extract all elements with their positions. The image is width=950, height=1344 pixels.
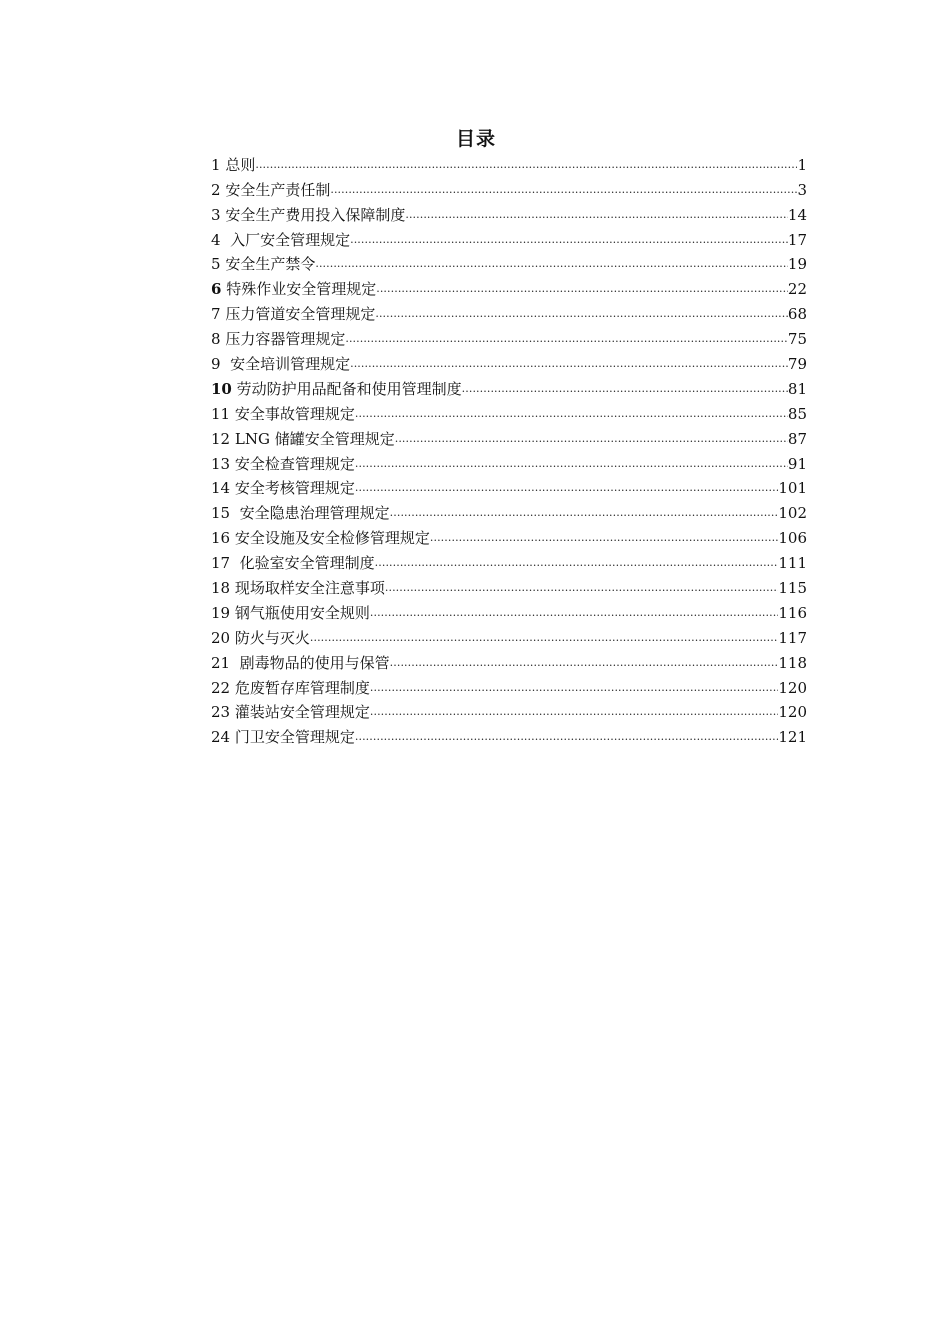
toc-page-number: 91 bbox=[787, 454, 807, 473]
toc-entry-label bbox=[211, 553, 375, 573]
toc-entry-number: 3 bbox=[211, 205, 221, 224]
toc-entry-number: 22 bbox=[211, 678, 231, 697]
toc-entry-text: 安全培训管理规定 bbox=[230, 355, 351, 374]
toc-dot-leader bbox=[355, 408, 788, 420]
toc-entry-label bbox=[211, 528, 430, 548]
toc-entry-spacer bbox=[221, 231, 231, 249]
toc-entry-label bbox=[211, 653, 390, 673]
toc-page-number: 116 bbox=[778, 603, 807, 622]
toc-entry[interactable] bbox=[211, 722, 807, 747]
toc-entry[interactable] bbox=[211, 498, 807, 523]
toc-dot-leader bbox=[315, 258, 788, 270]
toc-entry-text: 防火与灭火 bbox=[234, 628, 310, 647]
toc-entry-spacer bbox=[230, 654, 240, 672]
toc-entry-label bbox=[211, 155, 255, 175]
toc-dot-leader bbox=[370, 682, 778, 694]
table-of-contents bbox=[211, 150, 807, 747]
toc-entry-number: 9 bbox=[211, 355, 221, 374]
toc-entry-number: 4 bbox=[211, 230, 221, 249]
toc-entry-number: 10 bbox=[211, 379, 232, 398]
toc-entry-number: 19 bbox=[211, 603, 231, 622]
toc-dot-leader bbox=[355, 731, 778, 743]
toc-entry-label bbox=[211, 304, 375, 324]
toc-dot-leader bbox=[345, 333, 788, 345]
toc-entry[interactable] bbox=[211, 349, 807, 374]
toc-entry-label bbox=[211, 329, 345, 349]
toc-entry-label bbox=[211, 628, 310, 648]
toc-entry[interactable] bbox=[211, 150, 807, 175]
toc-entry-label bbox=[211, 205, 405, 225]
toc-dot-leader bbox=[375, 308, 788, 320]
toc-entry-label bbox=[211, 180, 330, 200]
toc-page-number: 85 bbox=[787, 404, 807, 423]
toc-page-number: 14 bbox=[787, 205, 807, 224]
toc-entry-text: 安全考核管理规定 bbox=[234, 479, 355, 498]
toc-entry-label bbox=[211, 230, 350, 250]
toc-entry[interactable] bbox=[211, 573, 807, 598]
toc-entry-label bbox=[211, 454, 355, 474]
toc-entry[interactable] bbox=[211, 474, 807, 499]
toc-entry-text: 危废暂存库管理制度 bbox=[234, 678, 370, 697]
toc-entry[interactable] bbox=[211, 673, 807, 698]
toc-entry[interactable] bbox=[211, 698, 807, 723]
toc-entry-label bbox=[211, 254, 315, 274]
toc-page-number: 120 bbox=[778, 703, 807, 722]
toc-dot-leader bbox=[430, 532, 778, 544]
toc-page-number: 120 bbox=[778, 678, 807, 697]
toc-page-number: 106 bbox=[778, 529, 807, 548]
toc-entry-text: 安全事故管理规定 bbox=[234, 404, 355, 423]
toc-page-number: 118 bbox=[778, 653, 807, 672]
toc-entry-text: 安全隐患治理管理规定 bbox=[239, 504, 390, 523]
toc-page-number: 79 bbox=[787, 355, 807, 374]
toc-entry-number: 17 bbox=[211, 554, 231, 573]
toc-dot-leader bbox=[355, 482, 778, 494]
toc-entry-label bbox=[211, 727, 355, 747]
toc-entry-label bbox=[211, 503, 390, 523]
toc-entry-text: 灌装站安全管理规定 bbox=[234, 703, 370, 722]
toc-entry-number: 16 bbox=[211, 529, 231, 548]
toc-page-number: 121 bbox=[778, 728, 807, 747]
toc-page-number: 3 bbox=[797, 180, 807, 199]
toc-entry[interactable] bbox=[211, 225, 807, 250]
toc-entry-text: 化验室安全管理制度 bbox=[239, 554, 375, 573]
toc-entry[interactable] bbox=[211, 548, 807, 573]
toc-entry-label bbox=[211, 678, 370, 698]
toc-entry[interactable] bbox=[211, 274, 807, 299]
toc-dot-leader bbox=[462, 383, 788, 395]
toc-entry[interactable] bbox=[211, 424, 807, 449]
toc-dot-leader bbox=[350, 234, 788, 246]
toc-entry[interactable] bbox=[211, 299, 807, 324]
toc-entry-text: 安全生产费用投入保障制度 bbox=[225, 205, 406, 224]
toc-dot-leader bbox=[376, 283, 788, 295]
toc-entry-number: 11 bbox=[211, 404, 231, 423]
toc-entry-number: 21 bbox=[211, 653, 231, 672]
toc-entry-text: 安全检查管理规定 bbox=[234, 454, 355, 473]
toc-entry-spacer bbox=[221, 355, 231, 373]
toc-entry-number: 12 bbox=[211, 429, 231, 448]
toc-entry-text: 安全设施及安全检修管理规定 bbox=[234, 529, 430, 548]
toc-entry-number: 23 bbox=[211, 703, 231, 722]
toc-dot-leader bbox=[370, 706, 778, 718]
toc-page-number: 19 bbox=[787, 255, 807, 274]
toc-dot-leader bbox=[310, 632, 778, 644]
toc-dot-leader bbox=[370, 607, 778, 619]
toc-entry-label bbox=[211, 429, 395, 449]
toc-dot-leader bbox=[390, 507, 779, 519]
toc-entry-text: 压力管道安全管理规定 bbox=[225, 305, 376, 324]
toc-entry-text: 压力容器管理规定 bbox=[225, 330, 346, 349]
toc-entry-label bbox=[211, 578, 385, 598]
toc-entry-number: 7 bbox=[211, 305, 221, 324]
toc-entry[interactable] bbox=[211, 324, 807, 349]
toc-entry[interactable] bbox=[211, 399, 807, 424]
toc-page-number: 17 bbox=[787, 230, 807, 249]
toc-page-number: 111 bbox=[778, 554, 807, 573]
toc-page-number: 75 bbox=[787, 330, 807, 349]
toc-entry-label bbox=[211, 478, 355, 498]
toc-entry-label bbox=[211, 354, 350, 374]
toc-entry-text: 特殊作业安全管理规定 bbox=[226, 280, 377, 299]
toc-dot-leader bbox=[385, 582, 778, 594]
toc-entry[interactable] bbox=[211, 523, 807, 548]
toc-page-number: 68 bbox=[787, 305, 807, 324]
toc-page-number: 22 bbox=[787, 280, 807, 299]
toc-dot-leader bbox=[255, 159, 797, 171]
toc-entry-number: 6 bbox=[211, 280, 222, 299]
toc-dot-leader bbox=[405, 209, 788, 221]
toc-entry[interactable] bbox=[211, 648, 807, 673]
toc-dot-leader bbox=[390, 657, 779, 669]
toc-dot-leader bbox=[395, 433, 788, 445]
toc-entry-text: 安全生产禁令 bbox=[225, 255, 316, 274]
toc-dot-leader bbox=[355, 458, 788, 470]
toc-entry-number: 1 bbox=[211, 155, 221, 174]
toc-entry-text: 安全生产责任制 bbox=[225, 180, 331, 199]
toc-page-number: 115 bbox=[778, 579, 807, 598]
toc-entry-number: 2 bbox=[211, 180, 221, 199]
toc-entry-number: 18 bbox=[211, 579, 231, 598]
toc-entry-text: 钢气瓶使用安全规则 bbox=[234, 603, 370, 622]
toc-entry-number: 14 bbox=[211, 479, 231, 498]
toc-title: 目录 bbox=[455, 128, 496, 150]
toc-entry-label bbox=[211, 603, 370, 623]
toc-entry[interactable] bbox=[211, 374, 807, 399]
toc-page-number: 81 bbox=[787, 379, 807, 398]
toc-entry-label bbox=[211, 702, 370, 722]
toc-page-number: 1 bbox=[797, 155, 807, 174]
toc-entry-label bbox=[211, 379, 462, 399]
toc-entry-text: 入厂安全管理规定 bbox=[230, 230, 351, 249]
toc-page-number: 87 bbox=[787, 429, 807, 448]
toc-entry-spacer bbox=[230, 504, 240, 522]
toc-entry-number: 24 bbox=[211, 728, 231, 747]
toc-entry[interactable] bbox=[211, 449, 807, 474]
toc-page-number: 101 bbox=[778, 479, 807, 498]
toc-entry[interactable] bbox=[211, 623, 807, 648]
toc-dot-leader bbox=[350, 358, 788, 370]
toc-entry[interactable] bbox=[211, 250, 807, 275]
toc-entry-number: 5 bbox=[211, 255, 221, 274]
toc-entry-text: 门卫安全管理规定 bbox=[234, 728, 355, 747]
toc-entry-text: 剧毒物品的使用与保管 bbox=[239, 653, 390, 672]
toc-entry-label bbox=[211, 404, 355, 424]
toc-page-number: 117 bbox=[778, 628, 807, 647]
toc-entry-number: 13 bbox=[211, 454, 231, 473]
toc-entry-number: 20 bbox=[211, 628, 231, 647]
toc-page-number: 102 bbox=[778, 504, 807, 523]
toc-entry-text: LNG 储罐安全管理规定 bbox=[234, 429, 395, 448]
toc-entry-text: 现场取样安全注意事项 bbox=[234, 579, 385, 598]
toc-entry[interactable] bbox=[211, 200, 807, 225]
toc-entry[interactable] bbox=[211, 175, 807, 200]
toc-entry[interactable] bbox=[211, 598, 807, 623]
toc-entry-text: 劳动防护用品配备和使用管理制度 bbox=[236, 379, 462, 398]
toc-dot-leader bbox=[375, 557, 779, 569]
toc-entry-number: 15 bbox=[211, 504, 231, 523]
toc-entry-text: 总则 bbox=[225, 155, 256, 174]
toc-dot-leader bbox=[330, 184, 797, 196]
toc-entry-label bbox=[211, 279, 376, 299]
toc-entry-spacer bbox=[230, 554, 240, 572]
toc-entry-number: 8 bbox=[211, 330, 221, 349]
